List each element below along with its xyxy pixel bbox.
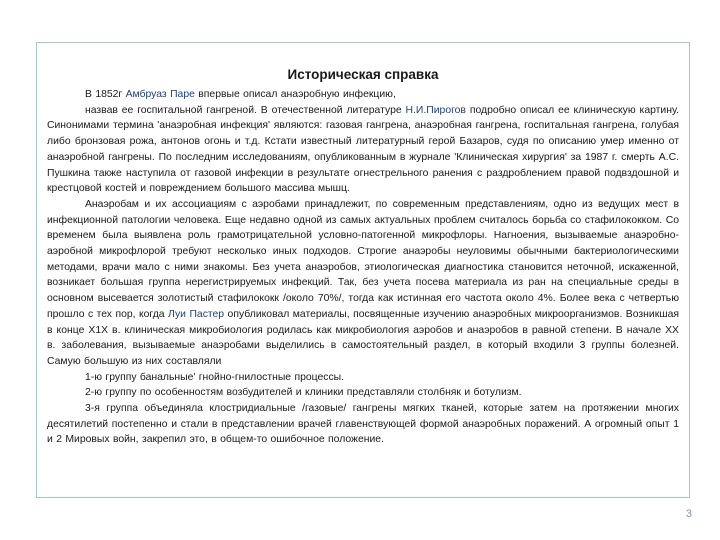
page-title: Историческая справка (287, 67, 439, 82)
paragraph-group-3: 3-я группа объединяла клостридиальные /газовые/ гангрены мягких тканей, которые затем на протяжении многих десятилетий постепенно и стали в представлении врачей главенствующей формой анаэробных поражений. А огромный опыт 1 и 2 Мировых войн, закрепил это, в общем-то ошибочное положение. (47, 403, 679, 446)
content-frame (36, 42, 690, 498)
paragraph-1 (47, 87, 679, 103)
paragraph-group-1: 1-ю группу банальные' гнойно-гнилостные процессы. (85, 371, 344, 383)
paragraph-3-text-before: Анаэробам и их ассоциациям с аэробами принадлежит, по современным представлениям, одно из ведущих мест в инфекционной патологии человека. Еще недавно одной из самых актуальных проблем считалось борьба со стафилококком. Со временем была выявлена роль грамотрицательной условно-патогенной микрофлоры. Нагноения, вызываемые анаэробно-аэробной микрофлорой требуют несколько иных подходов. Строгие анаэробы неуловимы обычными бактериологическими методами, врачи мало с ними знакомы. Без учета анаэробов, этиологическая диагностика становится неточной, искаженной, возникает большая группа нерегистрируемых инфекций. Так, без учета посева материала из ран на специальные среды в основном высевается золотистый стафилококк /около 70%/, тогда как истинная его частота около 4%. Более века с четвертью прошло с тех пор, когда (47, 198, 679, 320)
paragraph-1-text-after: впервые описал анаэробную инфекцию, (194, 89, 396, 100)
person-name-pirogov: Н.И.Пирогов (405, 104, 466, 116)
paragraph-1-text-before: В 1852г (85, 89, 126, 100)
paragraph-3 (47, 197, 679, 370)
person-name-pasteur: Луи Пастер (168, 308, 225, 320)
page-number: 3 (685, 508, 692, 520)
paragraph-2 (47, 103, 679, 197)
paragraph-2-text-before: назвав ее госпитальной гангреной. В отечественной литературе (85, 104, 406, 116)
paragraph-3-text-after: опубликовал материалы, посвященные изучению анаэробных микроорганизмов. Возникшая в конце Х1Х в. клиническая микробиология родилась как микробиология аэробов и анаэробов в равной степени. В начале ХХ в. заболевания, вызываемые анаэробами выделились в самостоятельный раздел, в который входили 3 группы болезней. Самую большую из них составляли (47, 308, 679, 367)
paragraph-2-text-after: подробно описал ее клиническую картину. Синонимами термина 'анаэробная инфекция' являются: газовая гангрена, анаэробная гангрена, госпитальная гангрена, голубая либо бронзовая рожа, антонов огонь и т.д. Кстати известный литературный герой Базаров, судя по описанию умер именно от анаэробной гангрены. По последним исследованиям, опубликованным в журнале 'Клиническая хирургия' за 1987 г. смерть А.С. Пушкина также наступила от газовой инфекции в результате огнестрельного ранения с раздроблением правой подвздошной и крестцовой костей и повреждением большого массива мышц. (47, 104, 680, 195)
person-name-pare: Амбруаз Паре (125, 89, 195, 100)
paragraph-group-2: 2-ю группу по особенностям возбудителей и клиники представляли столбняк и ботулизм. (85, 387, 522, 399)
